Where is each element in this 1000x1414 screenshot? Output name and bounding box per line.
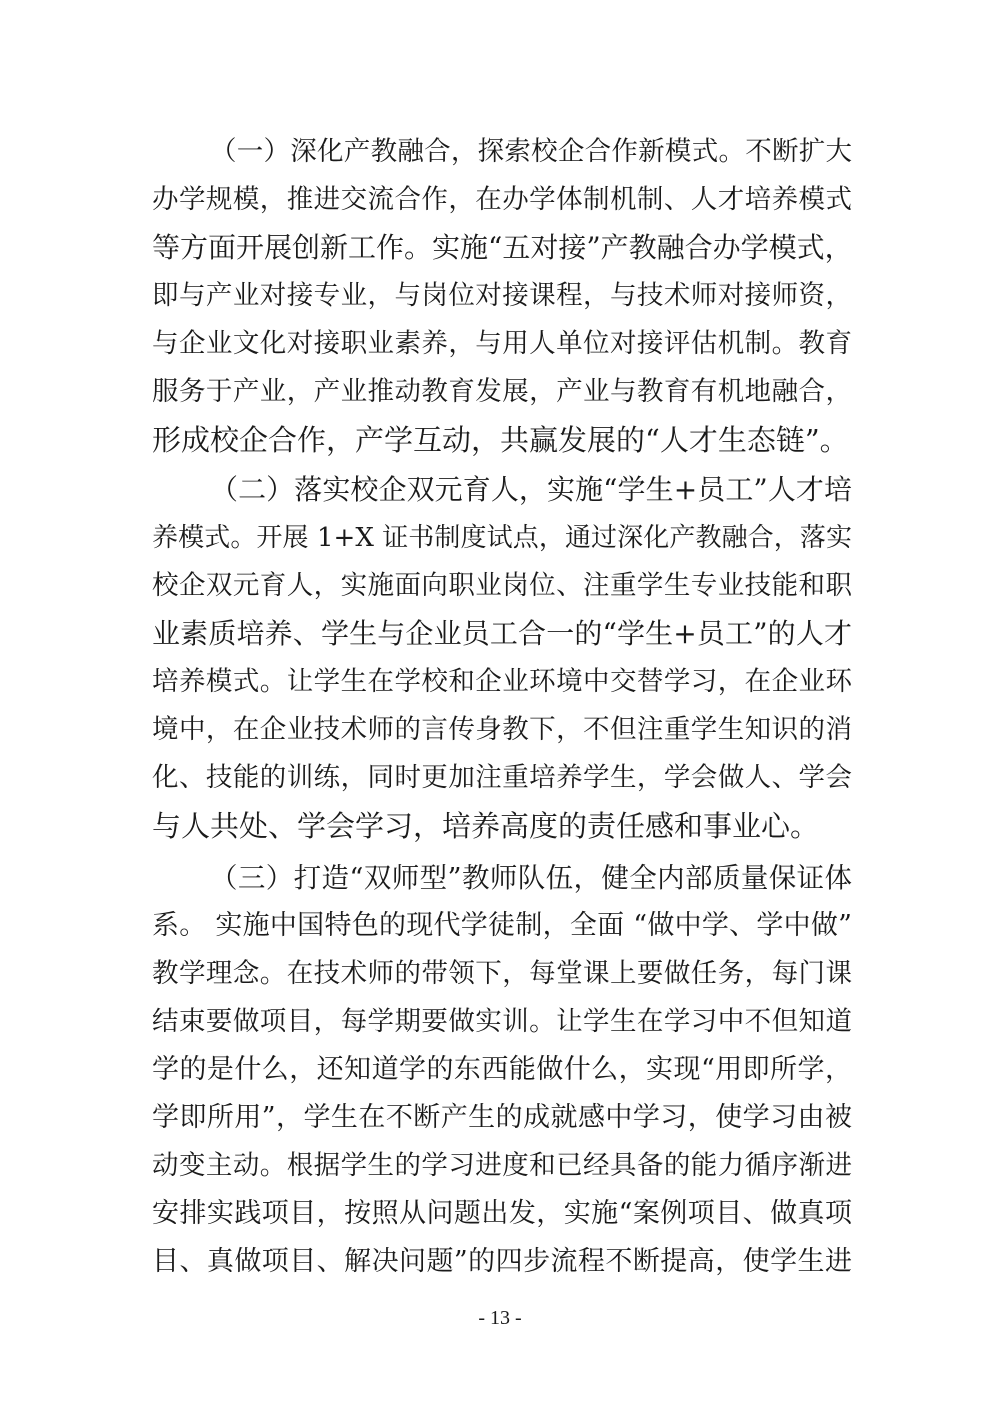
paragraph-2-line-2: 养模式。开展 1+X 证书制度试点，通过深化产教融合，落实 — [152, 523, 852, 553]
paragraph-1-line-2: 办学规模，推进交流合作，在办学体制机制、人才培养模式 — [152, 184, 852, 215]
paragraph-1-line-5: 与企业文化对接职业素养，与用人单位对接评估机制。教育 — [152, 328, 852, 359]
paragraph-3-line-8: 安排实践项目，按照从问题出发，实施“案例项目、做真项 — [152, 1198, 852, 1229]
paragraph-1-line-1: （一）深化产教融合，探索校企合作新模式。不断扩大 — [210, 136, 852, 167]
paragraph-1-line-7: 形成校企合作，产学互动，共赢发展的“人才生态链”。 — [152, 423, 849, 457]
paragraph-3-line-1: （三）打造“双师型”教师队伍，健全内部质量保证体 — [210, 862, 852, 894]
paragraph-3-line-6: 学即所用”，学生在不断产生的成就感中学习，使学习由被 — [152, 1102, 852, 1133]
paragraph-1-line-4: 即与产业对接专业，与岗位对接课程，与技术师对接师资， — [152, 280, 852, 311]
paragraph-3-line-2: 系。 实施中国特色的现代学徒制，全面 “做中学、学中做” — [152, 910, 852, 941]
paragraph-3-line-5: 学的是什么，还知道学的东西能做什么，实现“用即所学， — [152, 1054, 852, 1085]
paragraph-1-line-6: 服务于产业，产业推动教育发展，产业与教育有机地融合， — [152, 376, 852, 407]
paragraph-2-line-4: 业素质培养、学生与企业员工合一的“学生+员工”的人才 — [152, 617, 852, 650]
paragraph-3-line-3: 教学理念。在技术师的带领下，每堂课上要做任务，每门课 — [152, 958, 852, 989]
paragraph-2-line-5: 培养模式。让学生在学校和企业环境中交替学习，在企业环 — [152, 666, 852, 697]
paragraph-1-line-3: 等方面开展创新工作。实施“五对接”产教融合办学模式， — [152, 231, 853, 264]
page-number: - 13 - — [478, 1307, 522, 1329]
paragraph-3-line-9: 目、真做项目、解决问题”的四步流程不断提高，使学生进 — [152, 1246, 852, 1277]
paragraph-2-line-3: 校企双元育人，实施面向职业岗位、注重学生专业技能和职 — [152, 570, 852, 601]
paragraph-2-line-8: 与人共处、学会学习，培养高度的责任感和事业心。 — [152, 809, 820, 843]
paragraph-2-line-7: 化、技能的训练，同时更加注重培养学生，学会做人、学会 — [152, 762, 852, 793]
paragraph-2-line-1: （二）落实校企双元育人，实施“学生+员工”人才培 — [210, 473, 852, 506]
paragraph-3-line-7: 动变主动。根据学生的学习进度和已经具备的能力循序渐进 — [152, 1150, 852, 1181]
paragraph-3-line-4: 结束要做项目，每学期要做实训。让学生在学习中不但知道 — [152, 1006, 852, 1037]
paragraph-2-line-6: 境中，在企业技术师的言传身教下，不但注重学生知识的消 — [152, 714, 852, 745]
